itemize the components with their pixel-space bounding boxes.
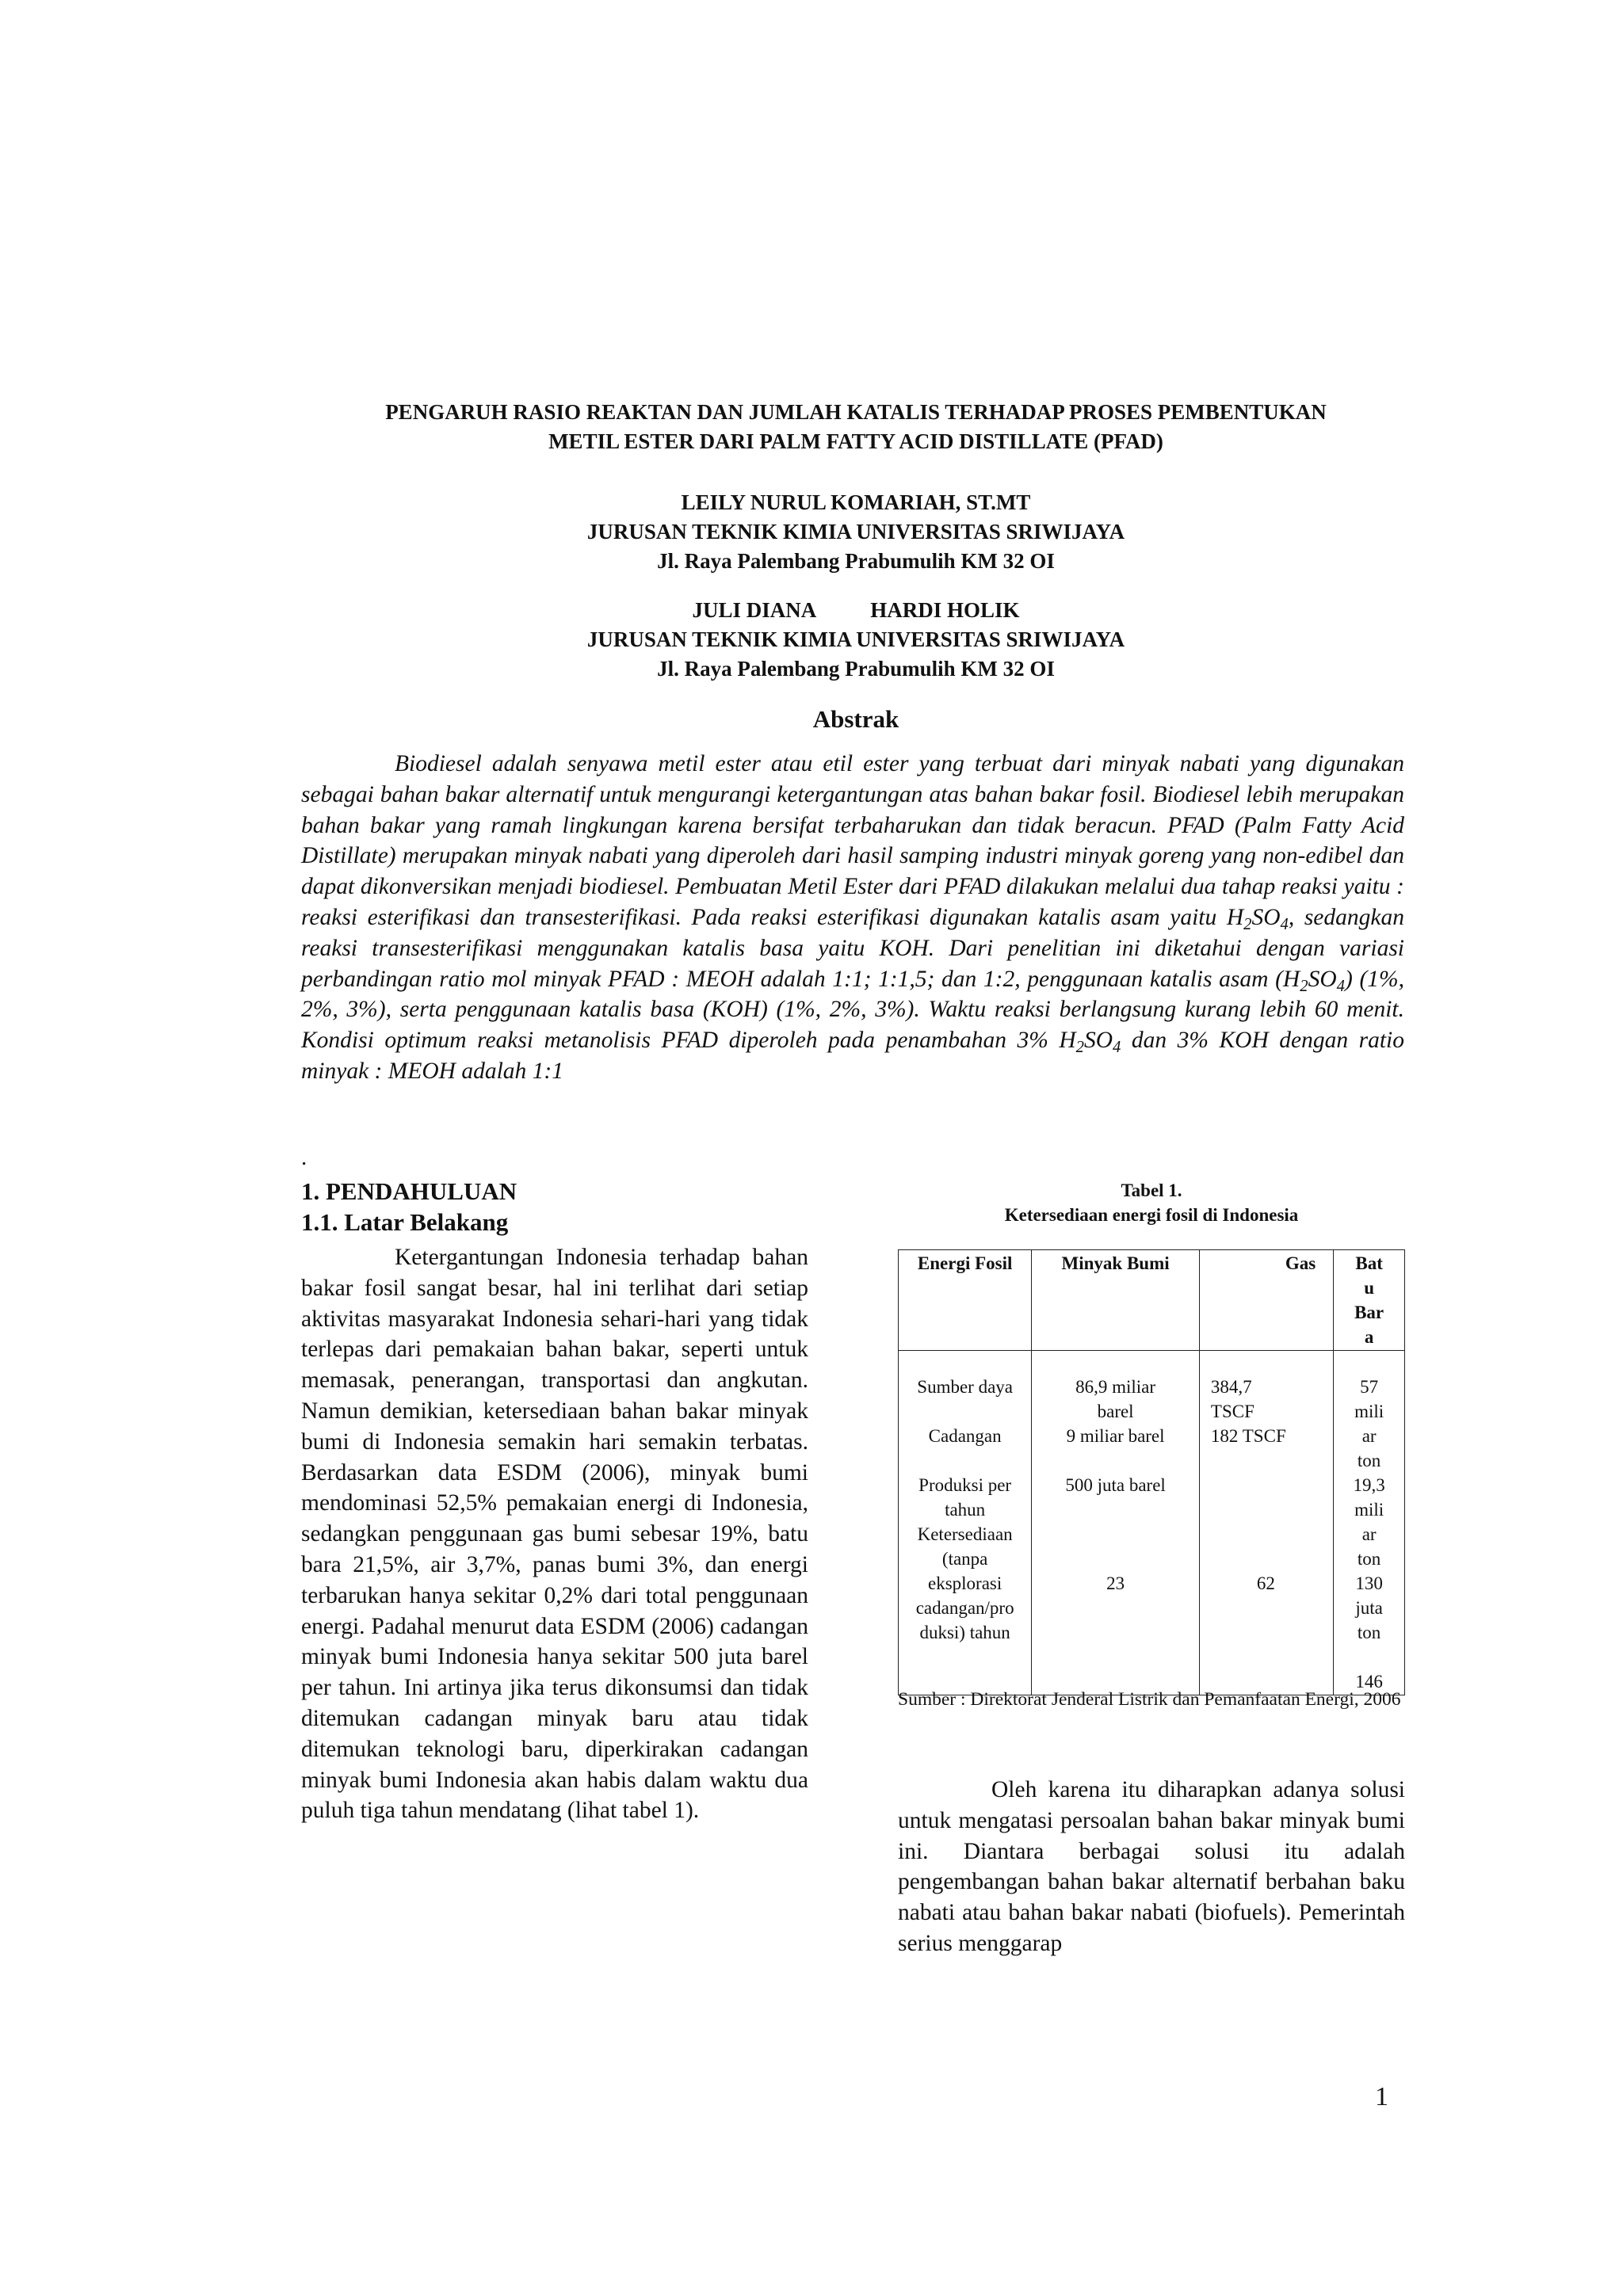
author-1-address: Jl. Raya Palembang Prabumulih KM 32 OI [657,549,1055,573]
author-2-names [238,596,1474,625]
header-minyak-bumi: Minyak Bumi [1032,1250,1200,1351]
paper-title [238,398,1474,456]
author-block-2 [238,596,1474,684]
header-gas: Gas [1199,1250,1333,1351]
table-row [899,1351,1405,1695]
abstract-heading: Abstrak [812,705,899,733]
cell-minyak-bumi: 86,9 miliar barel 9 miliar barel 500 juta barel 23 [1032,1351,1200,1695]
intro-paragraph-right: Oleh karena itu diharapkan adanya solusi untuk mengatasi persoalan bahan bakar minyak bumi ini. Diantara berbagai solusi itu adalah pengembangan bahan bakar alternatif berbahan baku nabati atau bahan bakar nabati (biofuels). Pemerintah serius menggarap [898,1777,1405,1956]
header-batu-bara: Bat u Bar a [1334,1250,1405,1351]
table-caption [898,1178,1405,1227]
table-caption-title: Ketersediaan energi fosil di Indonesia [1004,1205,1299,1225]
title-line-1: PENGARUH RASIO REAKTAN DAN JUMLAH KATALIS TERHADAP PROSES PEMBENTUKAN [385,400,1327,424]
cell-categories: Sumber daya Cadangan Produksi per tahun Ketersediaan (tanpa eksplorasi cadangan/pro duksi) tahun [899,1351,1032,1695]
header-energi-fosil: Energi Fosil [899,1250,1032,1351]
author-2-affiliation: JURUSAN TEKNIK KIMIA UNIVERSITAS SRIWIJAYA [586,627,1125,651]
author-1-affiliation: JURUSAN TEKNIK KIMIA UNIVERSITAS SRIWIJAYA [586,520,1125,543]
author-1-name: LEILY NURUL KOMARIAH, ST.MT [681,490,1031,514]
table-header-row [899,1250,1405,1351]
intro-paragraph-left: Ketergantungan Indonesia terhadap bahan bakar fosil sangat besar, hal ini terlihat dari setiap aktivitas masyarakat Indonesia sehari-hari yang tidak terlepas dari pemakaian bahan bakar, seperti untuk memasak, penerangan, transportasi dan angkutan. Namun demikian, ketersediaan bahan bakar minyak bumi di Indonesia semakin hari semakin terbatas. Berdasarkan data ESDM (2006), minyak bumi mendominasi 52,5% pemakaian energi di Indonesia, sedangkan penggunaan gas bumi sebesar 19%, batu bara 21,5%, air 3,7%, panas bumi 3%, dan energi terbarukan hanya sekitar 0,2% dari total penggunaan energi. Padahal menurut data ESDM (2006) cadangan minyak bumi Indonesia hanya sekitar 500 juta barel per tahun. Ini artinya jika terus dikonsumsi dan tidak ditemukan cadangan minyak baru atau tidak ditemukan teknologi baru, diperkirakan cadangan minyak bumi Indonesia akan habis dalam waktu dua puluh tiga tahun mendatang (lihat tabel 1). [301,1245,808,1824]
author-2-name-a: JULI DIANA [692,598,817,622]
abstract-body [301,749,1404,1087]
abstract-paragraph: Biodiesel adalah senyawa metil ester atau etil ester yang terbuat dari minyak nabati yang digunakan sebagai bahan bakar alternatif untuk mengurangi ketergantungan atas bahan bakar fosil. Biodiesel lebih merupakan bahan bakar yang ramah lingkungan karena bersifat terbaharukan dan tidak beracun. PFAD (Palm Fatty Acid Distillate) merupakan minyak nabati yang diperoleh dari hasil samping industri minyak goreng yang non-edibel dan dapat dikonversikan menjadi biodiesel. Pembuatan Metil Ester dari PFAD dilakukan melalui dua tahap reaksi yaitu : reaksi esterifikasi dan transesterifikasi. Pada reaksi esterifikasi digunakan katalis asam yaitu $H_2SO_4$, sedangkan reaksi transesterifikasi menggunakan katalis basa yaitu KOH. Dari penelitian ini diketahui dengan variasi perbandingan ratio mol minyak PFAD : MEOH adalah 1:1; 1:1,5; dan 1:2, penggunaan katalis asam $(H_2SO_4)$ (1%, 2%, 3%), serta penggunaan katalis basa (KOH) (1%, 2%, 3%). Waktu reaksi berlangsung kurang lebih 60 menit. Kondisi optimum reaksi metanolisis PFAD diperoleh pada penambahan 3% $H_2SO_4$ dan 3% KOH dengan ratio minyak : MEOH adalah 1:1 [301,751,1404,1084]
author-2-address: Jl. Raya Palembang Prabumulih KM 32 OI [657,657,1055,681]
table-source: Sumber : Direktorat Jenderal Listrik dan Pemanfaatan Energi, 2006 [898,1689,1401,1710]
title-line-2: METIL ESTER DARI PALM FATTY ACID DISTILLATE (PFAD) [548,429,1163,453]
author-block-1 [238,488,1474,576]
energy-table [898,1249,1405,1695]
section-heading: 1. PENDAHULUAN [301,1177,517,1205]
page-number: 1 [1375,2082,1388,2111]
cell-gas: 384,7 TSCF 182 TSCF 62 [1199,1351,1333,1695]
author-2-name-b: HARDI HOLIK [870,598,1020,622]
subsection-heading: 1.1. Latar Belakang [301,1208,509,1236]
table-caption-number: Tabel 1. [1121,1180,1182,1200]
cell-batu-bara: 57 mili ar ton 19,3 mili ar ton 130 juta ton 146 [1334,1351,1405,1695]
stray-dot: . [301,1145,307,1170]
